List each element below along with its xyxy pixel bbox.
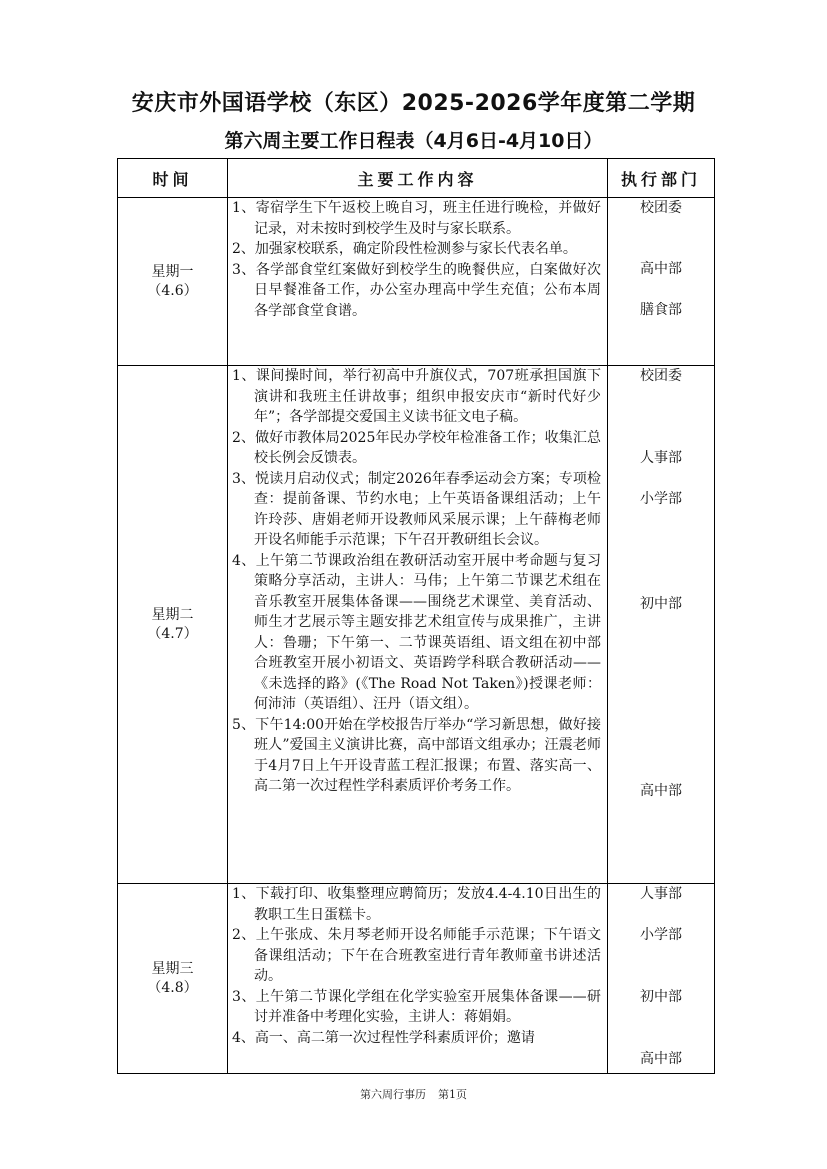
dept-cell-tuesday — [608, 366, 715, 884]
document-subtitle: 第六周主要工作日程表（4月6日-4月10日） — [224, 130, 603, 152]
day-date: （4.8） — [147, 979, 198, 996]
day-cell-tuesday — [118, 366, 228, 884]
day-name: 星期一 — [151, 263, 194, 280]
column-header-time: 时间 — [118, 159, 228, 198]
content-cell-tuesday — [228, 366, 608, 884]
content-cell-wednesday — [228, 884, 608, 1074]
dept-cell-wednesday — [608, 884, 715, 1074]
dept-label: 膳食部 — [640, 302, 682, 318]
day-name: 星期三 — [151, 960, 194, 977]
dept-label: 高中部 — [640, 1051, 682, 1067]
dept-label: 初中部 — [640, 596, 682, 612]
dept-label: 校团委 — [640, 200, 682, 216]
dept-label: 人事部 — [640, 450, 682, 466]
table-row-wednesday — [118, 884, 715, 1074]
table-header-row — [118, 159, 715, 198]
day-date: （4.6） — [147, 282, 198, 299]
list-item: 5、下午14:00开始在学校报告厅举办“学习新思想，做好接班人”爱国主义演讲比赛，高中部语文组承办；汪震老师于4月7日上午开设青蓝工程汇报课；布置、落实高一、高二第一次过程性学科素质评价考务工作。 — [232, 716, 601, 794]
dept-label: 小学部 — [640, 927, 682, 943]
content-cell-monday — [228, 198, 608, 366]
column-header-dept: 执行部门 — [608, 159, 715, 198]
table-row-tuesday — [118, 366, 715, 884]
table-row-monday — [118, 198, 715, 366]
footer-page-number: 第1页 — [438, 1088, 467, 1101]
list-item: 2、做好市教体局2025年民办学校年检准备工作；收集汇总校长例会反馈表。 — [232, 429, 601, 466]
dept-label: 人事部 — [640, 886, 682, 902]
list-item: 1、课间操时间，举行初高中升旗仪式，707班承担国旗下演讲和我班主任讲故事；组织申报安庆市“新时代好少年”；各学部提交爱国主义读书征文电子稿。 — [232, 368, 601, 425]
list-item: 3、上午第二节课化学组在化学实验室开展集体备课——研讨并准备中考理化实验，主讲人：蒋娟娟。 — [232, 988, 601, 1025]
dept-label: 高中部 — [640, 261, 682, 277]
list-item: 1、寄宿学生下午返校上晚自习，班主任进行晚检，并做好记录，对未按时到校学生及时与家长联系。 — [232, 200, 601, 237]
dept-label: 校团委 — [640, 368, 682, 384]
day-cell-wednesday — [118, 884, 228, 1074]
page-footer — [0, 1086, 827, 1102]
dept-label: 初中部 — [640, 989, 682, 1005]
document-title: 安庆市外国语学校（东区）2025-2026学年度第二学期 — [131, 91, 696, 116]
list-item: 2、加强家校联系，确定阶段性检测参与家长代表名单。 — [232, 241, 577, 257]
day-date: （4.7） — [147, 625, 198, 642]
list-item: 4、高一、高二第一次过程性学科素质评价；邀请 — [232, 1029, 535, 1046]
column-header-content: 主要工作内容 — [228, 159, 608, 198]
dept-cell-monday — [608, 198, 715, 366]
list-item: 2、上午张成、朱月琴老师开设名师能手示范课；下午语文备课组活动；下午在合班教室进行青年教师童书讲述活动。 — [232, 927, 601, 984]
list-item: 1、下载打印、收集整理应聘简历；发放4.4-4.10日出生的教职工生日蛋糕卡。 — [232, 886, 601, 923]
dept-label: 高中部 — [640, 783, 682, 799]
dept-label: 小学部 — [640, 491, 682, 507]
list-item: 4、上午第二节课政治组在教研活动室开展中考命题与复习策略分享活动，主讲人：马伟；上午第二节课艺术组在音乐教室开展集体备课——围绕艺术课堂、美育活动、师生才艺展示等主题安排艺术组宣传与成果推广，主讲人：鲁珊；下午第一、二节课英语组、语文组在初中部合班教室开展小初语文、英语跨学科联合教研活动——《未选择的路》(《The Road Not Taken》)授课老师：何沛沛（英语组）、汪丹（语文组）。 — [232, 552, 601, 712]
footer-doc-name: 第六周行事历 — [360, 1088, 426, 1101]
schedule-table — [117, 158, 715, 1074]
day-cell-monday — [118, 198, 228, 366]
day-name: 星期二 — [151, 606, 194, 623]
list-item: 3、各学部食堂红案做好到校学生的晚餐供应，白案做好次日早餐准备工作，办公室办理高中学生充值；公布本周各学部食堂食谱。 — [232, 261, 601, 319]
list-item: 3、悦读月启动仪式；制定2026年春季运动会方案；专项检查：提前备课、节约水电；上午英语备课组活动；上午许玲莎、唐娟老师开设教师风采展示课；上午薛梅老师开设名师能手示范课；下午召开教研组长会议。 — [232, 470, 601, 548]
